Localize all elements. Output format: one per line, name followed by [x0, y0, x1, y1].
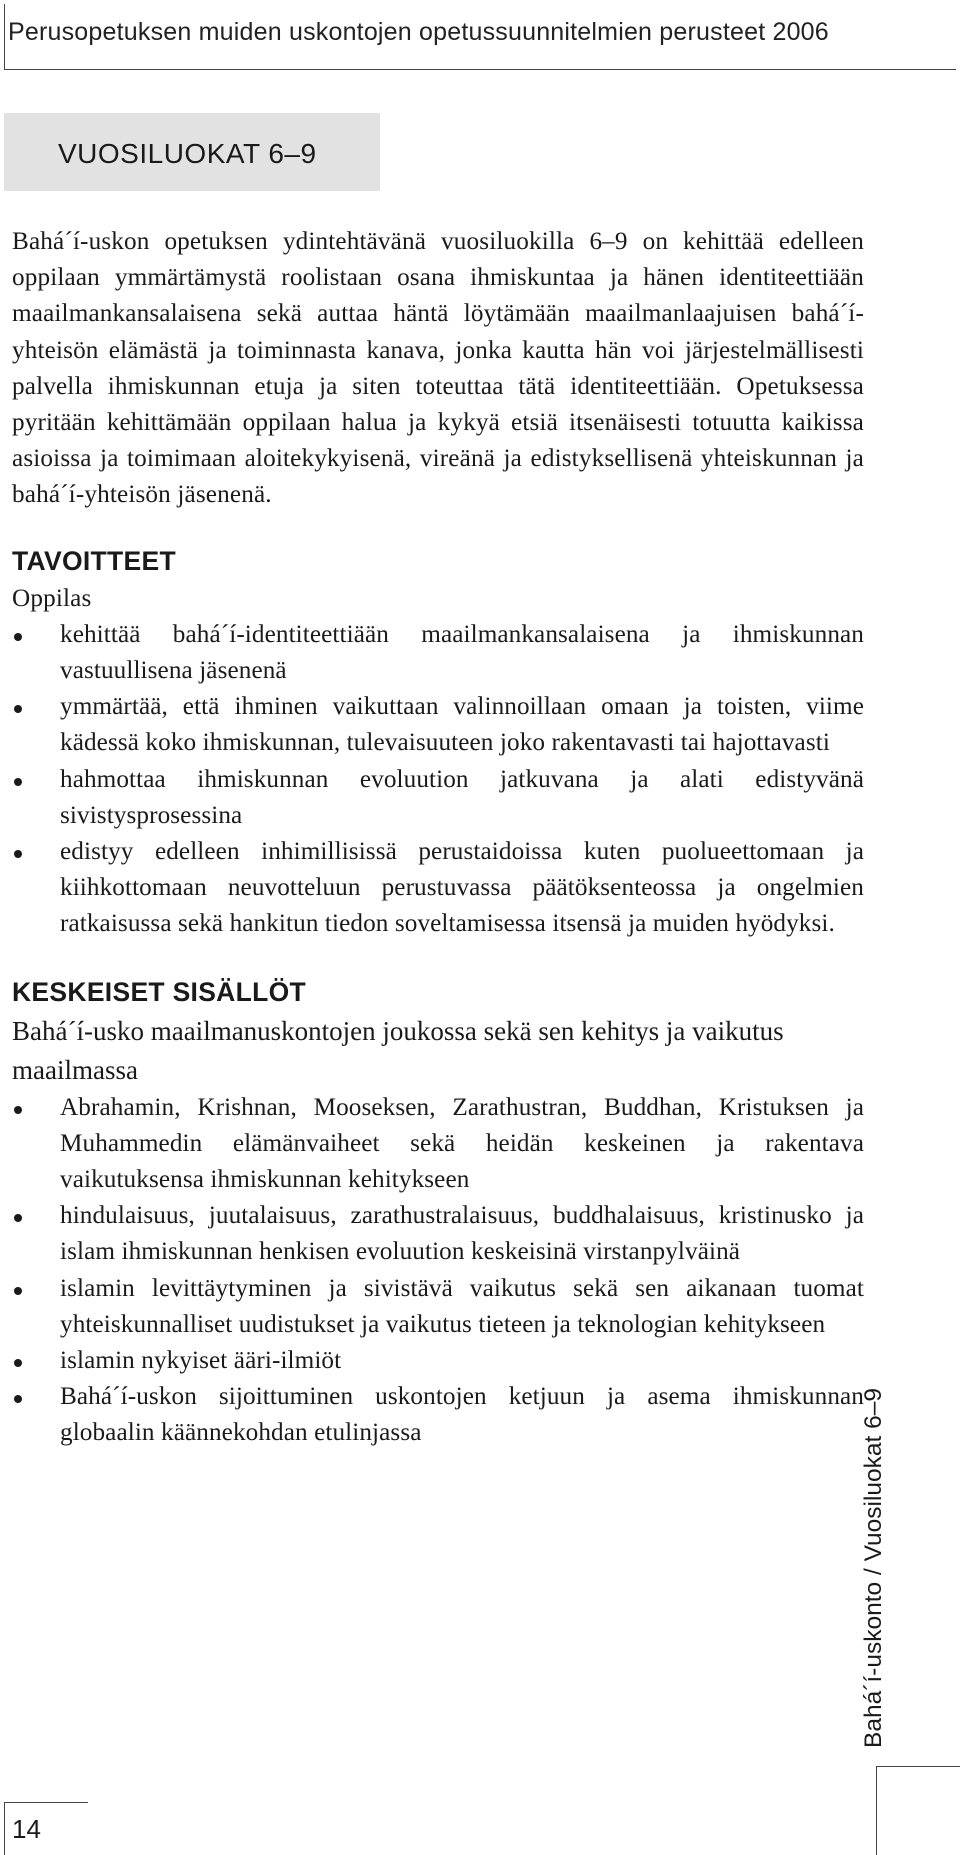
list-item-text: kehittää bahá´í-identiteettiään maailmankansalaisena ja ihmiskunnan vastuullisena jäsenenä — [60, 620, 864, 685]
goals-lead: Oppilas — [12, 584, 92, 612]
side-section-label: Bahá´í-uskonto / Vuosiluokat 6–9 — [860, 1387, 887, 1748]
list-item — [12, 1090, 864, 1199]
intro-paragraph: Bahá´í-uskon opetuksen ydintehtävänä vuosiluokilla 6–9 on kehittää edelleen oppilaan ymmärtämystä roolistaan osana ihmiskuntaa ja hänen identiteettiään maailmankansalaisena sekä auttaa häntä löytämään maailmanlaajuisen bahá´í-yhteisön elämästä ja toiminnasta kanava, jonka kautta hän voi järjestelmällisesti palvella ihmiskunnan etuja ja siten toteuttaa tätä identiteettiään. Opetuksessa pyritään kehittämään oppilaan halua ja kykyä etsiä itsenäisesti totuutta kaikissa asioissa ja toimimaan aloitekykyisenä, vireänä ja edistyksellisenä yhteiskunnan ja bahá´í-yhteisön jäsenenä. — [12, 228, 864, 509]
bullet-icon — [14, 705, 22, 713]
bullet-icon — [14, 778, 22, 786]
bullet-icon — [14, 850, 22, 858]
list-item-text: hahmottaa ihmiskunnan evoluution jatkuvana ja alati edistyvänä sivistysprosessina — [60, 765, 864, 829]
page-number: 14 — [12, 1814, 41, 1844]
list-item-text: hindulaisuus, juutalaisuus, zarathustralaisuus, buddhalaisuus, kristinusko ja islam ihmiskunnan henkisen evoluution keskeisinä virstanpylväinä — [60, 1202, 864, 1266]
bullet-icon — [14, 1359, 22, 1367]
content-subheading: Bahá´í-usko maailmanuskontojen joukossa sekä sen kehitys ja vaikutus maailmassa — [12, 1015, 784, 1085]
header-rule-vertical — [4, 4, 5, 70]
bullet-icon — [14, 1214, 22, 1222]
main-content — [12, 224, 864, 1452]
list-item — [12, 617, 864, 689]
list-item-text: ymmärtää, että ihminen vaikuttaan valinnoillaan omaan ja toisten, viime kädessä koko ihmiskunnan, tulevaisuuteen joko rakentavasti tai hajottavasti — [60, 693, 864, 757]
list-item — [12, 834, 864, 943]
footer-rule-vertical — [4, 1802, 5, 1855]
list-item-text: islamin nykyiset ääri-ilmiöt — [60, 1347, 342, 1375]
goals-list — [12, 617, 864, 943]
content-list — [12, 1090, 864, 1452]
side-rule-vertical — [876, 1766, 877, 1855]
bullet-icon — [14, 1287, 22, 1295]
header-rule-horizontal — [4, 69, 956, 70]
section-title: VUOSILUOKAT 6–9 — [58, 138, 317, 169]
list-item — [12, 1379, 864, 1451]
list-item — [12, 762, 864, 834]
side-rule-horizontal — [876, 1766, 960, 1767]
content-heading: KESKEISET SISÄLLÖT — [12, 976, 306, 1007]
bullet-icon — [14, 1106, 22, 1114]
list-item-text: islamin levittäytyminen ja sivistävä vaikutus sekä sen aikanaan tuomat yhteiskunnalliset uudistukset ja vaikutus tieteen ja teknologian kehitykseen — [60, 1274, 864, 1338]
bullet-icon — [14, 1395, 22, 1403]
list-item-text: Bahá´í-uskon sijoittuminen uskontojen ketjuun ja asema ihmiskunnan globaalin käännekohdan etulinjassa — [60, 1383, 864, 1447]
list-item — [12, 1343, 864, 1379]
list-item — [12, 1271, 864, 1343]
footer-rule-horizontal — [4, 1802, 88, 1803]
running-header: Perusopetuksen muiden uskontojen opetussuunnitelmien perusteet 2006 — [8, 18, 829, 46]
list-item — [12, 689, 864, 761]
goals-heading: TAVOITTEET — [12, 545, 176, 576]
list-item-text: Abrahamin, Krishnan, Mooseksen, Zarathustran, Buddhan, Kristuksen ja Muhammedin elämänvaiheet sekä heidän keskeinen ja rakentava vaikutuksensa ihmiskunnan kehitykseen — [60, 1093, 864, 1194]
list-item — [12, 1198, 864, 1270]
bullet-icon — [14, 633, 22, 641]
list-item-text: edistyy edelleen inhimillisissä perustaidoissa kuten puolueettomaan ja kiihkottomaan neuvotteluun perustuvassa päätöksenteossa ja ongelmien ratkaisussa sekä hankitun tiedon soveltamisessa itsensä ja muiden hyödyksi. — [60, 838, 864, 938]
